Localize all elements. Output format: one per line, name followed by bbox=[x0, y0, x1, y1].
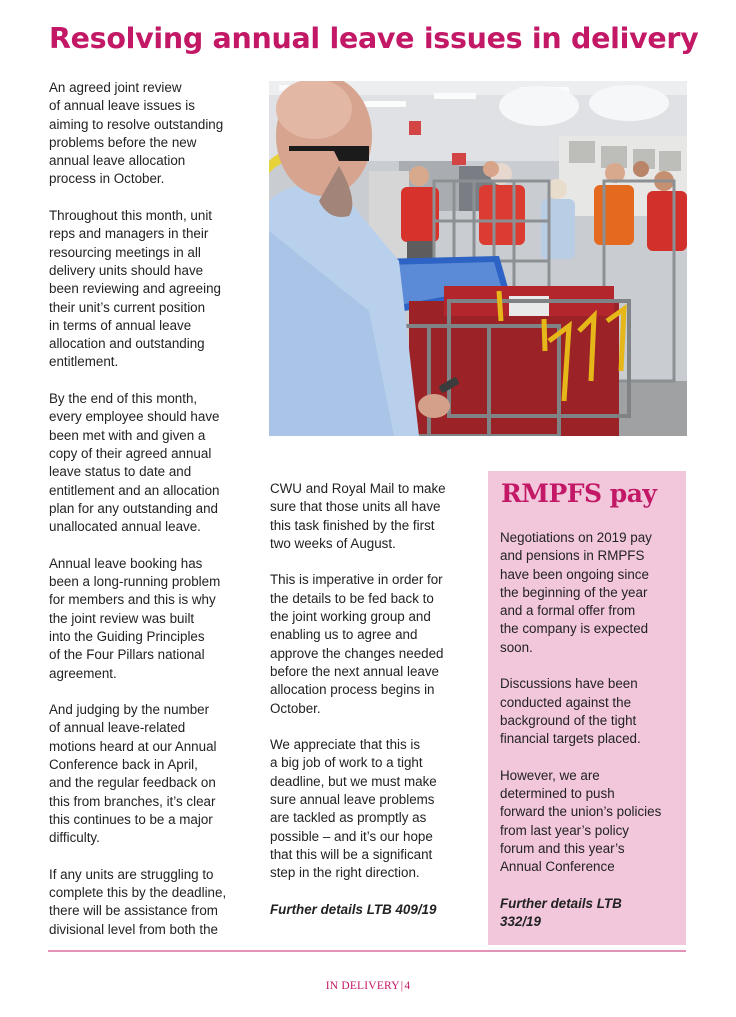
sidebar-reference: Further details LTB 332/19 bbox=[500, 895, 622, 930]
article-column-2 bbox=[270, 480, 475, 937]
paragraph: Discussions have been conducted against the background of the tight financial targets placed. bbox=[500, 676, 641, 747]
article-reference: Further details LTB 409/19 bbox=[270, 901, 437, 917]
paragraph: This is imperative in order for the details to be fed back to the joint working group and enabling us to agree and approve the changes needed before the next annual leave allocation process begins in October. bbox=[270, 572, 444, 716]
article-photo bbox=[269, 81, 687, 436]
paragraph: Negotiations on 2019 pay and pensions in RMPFS have been ongoing since the beginning of the year and a formal offer from the company is expected soon. bbox=[500, 530, 652, 655]
sidebar-body bbox=[500, 529, 682, 950]
paragraph: Annual leave booking has been a long-running problem for members and this is why the joint review was built into the Guiding Principles of the Four Pillars national agreement. bbox=[49, 555, 221, 681]
sidebar-title: RMPFS pay bbox=[501, 479, 657, 508]
photo-illustration bbox=[269, 81, 687, 436]
article-headline: Resolving annual leave issues in delivery bbox=[49, 22, 699, 55]
paragraph: By the end of this month, every employee should have been met with and given a copy of their agreed annual leave status to date and entitlement and an allocation plan for any outstanding and unallocated annual leave. bbox=[49, 391, 220, 535]
page-number: 4 bbox=[404, 980, 411, 992]
paragraph: If any units are struggling to complete this by the deadline, there will be assistance from divisional level from both the bbox=[49, 866, 227, 937]
paragraph: CWU and Royal Mail to make sure that those units all have this task finished by the first two weeks of August. bbox=[270, 481, 446, 551]
page-footer bbox=[0, 980, 736, 992]
footer-divider bbox=[48, 950, 686, 952]
paragraph: An agreed joint review of annual leave issues is aiming to resolve outstanding problems before the new annual leave allocation process in October. bbox=[49, 80, 224, 187]
article-column-1 bbox=[49, 79, 254, 957]
paragraph: And judging by the number of annual leave-related motions heard at our Annual Conference back in April, and the regular feedback on this from branches, it’s clear this continues to be a major difficulty. bbox=[49, 702, 217, 846]
publication-name: IN DELIVERY bbox=[325, 980, 400, 992]
footer-separator: | bbox=[400, 980, 404, 992]
paragraph: Throughout this month, unit reps and managers in their resourcing meetings in all delivery units should have been reviewing and agreeing their unit’s current position in terms of annual leave allocation and outstanding entitlement. bbox=[49, 208, 221, 370]
paragraph: However, we are determined to push forward the union’s policies from last year’s policy forum and this year’s Annual Conference bbox=[500, 767, 662, 875]
rmpfs-pay-sidebar bbox=[488, 471, 686, 945]
paragraph: We appreciate that this is a big job of work to a tight deadline, but we must make sure annual leave problems are tackled as promptly as possible – and it’s our hope that this will be a significant step in the right direction. bbox=[270, 737, 437, 881]
